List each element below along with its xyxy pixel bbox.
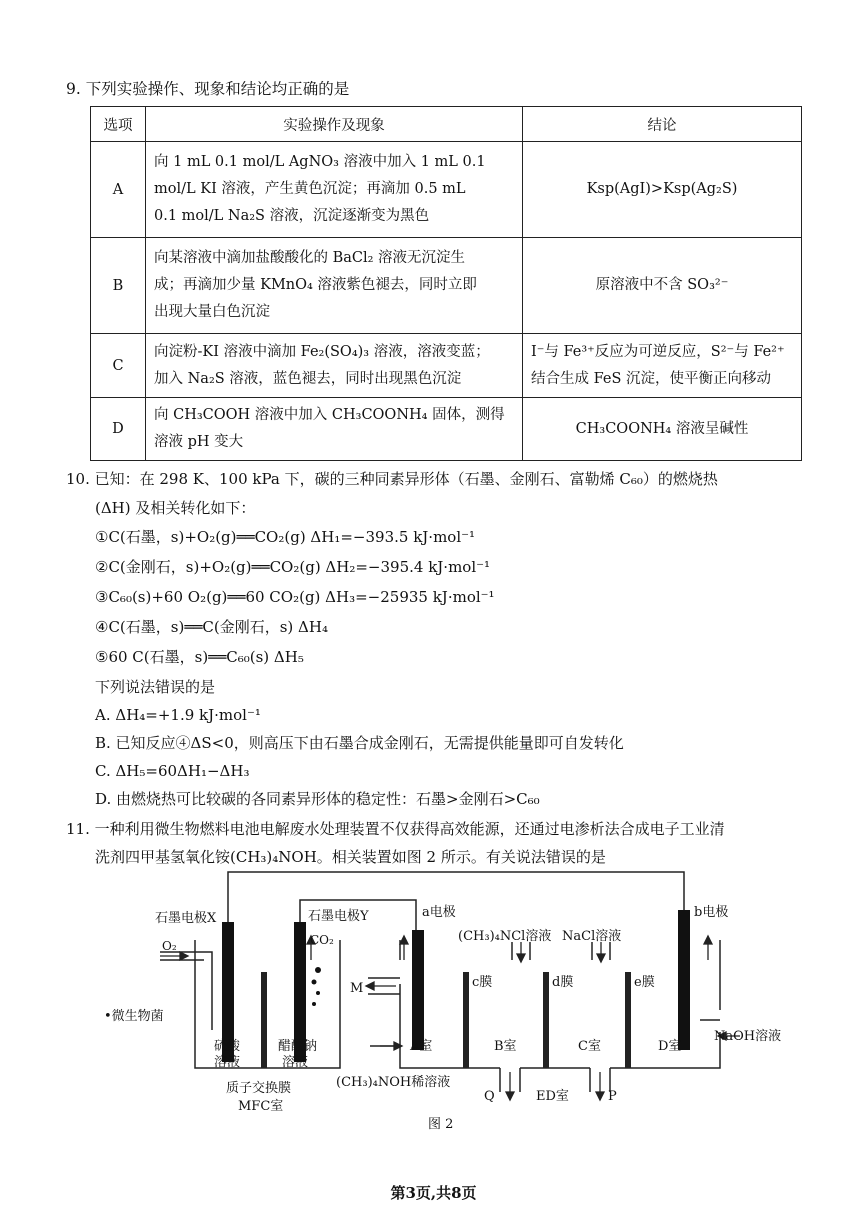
label-o2: O₂: [162, 939, 177, 953]
header-operation: 实验操作及现象: [146, 107, 523, 142]
label-c-membrane: c膜: [472, 975, 493, 990]
row-operation: [146, 398, 523, 461]
operation-line: 向 CH₃COOH 溶液中加入 CH₃COONH₄ 固体，测得: [154, 407, 505, 423]
q10-equation-4: ④C(石墨，s)══C(金刚石，s) ΔH₄: [95, 618, 328, 636]
row-option: D: [91, 398, 146, 461]
co2-bubbles: [312, 967, 322, 1006]
operation-line: 出现大量白色沉淀: [154, 304, 270, 320]
label-electrode-y: 石墨电极Y: [308, 909, 369, 924]
q10-stem-2: (ΔH) 及相关转化如下：: [95, 499, 256, 517]
label-pem-2: MFC室: [238, 1099, 284, 1114]
label-acid-2: 溶液: [214, 1055, 241, 1070]
q11-stem-2: 洗剂四甲基氢氧化铵(CH₃)₄NOH。相关装置如图 2 所示。有关说法错误的是: [95, 848, 606, 866]
operation-line: 加入 Na₂S 溶液，蓝色褪去，同时出现黑色沉淀: [154, 370, 462, 387]
label-pem-1: 质子交换膜: [226, 1081, 292, 1096]
label-electrode-b: b电极: [694, 905, 729, 920]
row-conclusion: [523, 238, 802, 334]
q10-equation-3: ③C₆₀(s)+60 O₂(g)══60 CO₂(g) ΔH₃=−25935 kJ·mol⁻¹: [95, 588, 495, 606]
conclusion-line: CH₃COONH₄ 溶液呈碱性: [575, 420, 749, 437]
operation-line: 向某溶液中滴加盐酸酸化的 BaCl₂ 溶液无沉淀生: [154, 250, 466, 266]
label-naoh: NaOH溶液: [714, 1029, 782, 1044]
operation-line: mol/L KI 溶液，产生黄色沉淀；再滴加 0.5 mL: [154, 181, 466, 197]
conclusion-line: 结合生成 FeS 沉淀，使平衡正向移动: [531, 370, 771, 387]
label-room-c: C室: [578, 1039, 601, 1054]
conclusion-line: I⁻与 Fe³⁺反应为可逆反应，S²⁻与 Fe²⁺: [531, 343, 785, 360]
label-tmaoh: (CH₃)₄NOH稀溶液: [336, 1075, 451, 1090]
page-footer: 第3页,共8页: [390, 1184, 477, 1202]
label-m: M: [350, 981, 364, 996]
label-nacl: NaCl溶液: [562, 929, 622, 944]
q11-stem-1: 11. 一种利用微生物燃料电池电解废水处理装置不仅获得高效能源，还通过电渗析法合成电子工业清: [66, 820, 725, 838]
header-option: 选项: [91, 107, 146, 142]
q9-table: [90, 106, 802, 461]
label-room-b: B室: [494, 1039, 517, 1054]
electrode-b: [678, 910, 690, 1050]
label-d-membrane: d膜: [552, 975, 574, 990]
label-acetate-2: 溶液: [282, 1055, 309, 1070]
operation-line: 向 1 mL 0.1 mol/L AgNO₃ 溶液中加入 1 mL 0.1: [154, 154, 486, 170]
external-wire: [228, 872, 684, 922]
table-row: [91, 142, 802, 238]
conclusion-line: Ksp(AgI)>Ksp(Ag₂S): [586, 181, 738, 197]
q10-option-d: D. 由燃烧热可比较碳的各同素异形体的稳定性：石墨>金刚石>C₆₀: [95, 790, 540, 808]
q10-option-b: B. 已知反应④ΔS<0，则高压下由石墨合成金刚石，无需提供能量即可自发转化: [95, 734, 624, 752]
q10-option-c: C. ΔH₅=60ΔH₁−ΔH₃: [95, 762, 250, 780]
row-conclusion: [523, 142, 802, 238]
label-acetate-1: 醋酸钠: [278, 1039, 318, 1054]
row-operation: [146, 142, 523, 238]
electrolysis-figure: [0, 860, 867, 1140]
label-co2: CO₂: [310, 933, 334, 947]
operation-line: 成；再滴加少量 KMnO₄ 溶液紫色褪去，同时立即: [154, 277, 477, 293]
q10-equation-2: ②C(金刚石，s)+O₂(g)══CO₂(g) ΔH₂=−395.4 kJ·mol⁻¹: [95, 558, 491, 576]
q10-option-a: A. ΔH₄=+1.9 kJ·mol⁻¹: [95, 706, 261, 724]
q10-stem-1: 10. 已知：在 298 K、100 kPa 下，碳的三种同素异形体（石墨、金刚石、富勒烯 C₆₀）的燃烧热: [66, 470, 718, 488]
q10-ask: 下列说法错误的是: [95, 678, 216, 696]
operation-line: 0.1 mol/L Na₂S 溶液，沉淀逐渐变为黑色: [154, 208, 430, 224]
row-conclusion: [523, 398, 802, 461]
q10-equation-1: ①C(石墨，s)+O₂(g)══CO₂(g) ΔH₁=−393.5 kJ·mol⁻¹: [95, 528, 476, 546]
label-electrode-a: a电极: [422, 905, 456, 920]
label-acid-1: 硫酸: [214, 1039, 241, 1054]
label-p: P: [608, 1089, 617, 1104]
row-conclusion: [523, 334, 802, 398]
electrode-a: [412, 930, 424, 1050]
operation-line: 溶液 pH 变大: [154, 434, 244, 450]
row-option: C: [91, 334, 146, 398]
label-ed: ED室: [536, 1089, 569, 1104]
table-row: [91, 398, 802, 461]
table-row: [91, 238, 802, 334]
label-room-a: A室: [410, 1039, 433, 1054]
figure-caption: 图 2: [428, 1117, 454, 1132]
label-room-d: D室: [658, 1039, 682, 1054]
table-row: [91, 334, 802, 398]
header-conclusion: 结论: [523, 107, 802, 142]
label-e-membrane: e膜: [634, 975, 655, 990]
row-option: B: [91, 238, 146, 334]
label-tmac: (CH₃)₄NCl溶液: [458, 929, 552, 944]
label-electrode-x: 石墨电极X: [155, 911, 217, 926]
row-operation: [146, 334, 523, 398]
label-q: Q: [484, 1089, 495, 1104]
row-option: A: [91, 142, 146, 238]
table-header-row: [91, 107, 802, 142]
q10-equation-5: ⑤60 C(石墨，s)══C₆₀(s) ΔH₅: [95, 648, 304, 666]
label-microbe: •微生物菌: [104, 1009, 164, 1024]
conclusion-line: 原溶液中不含 SO₃²⁻: [595, 277, 729, 293]
q9-stem: 9. 下列实验操作、现象和结论均正确的是: [66, 80, 350, 98]
row-operation: [146, 238, 523, 334]
operation-line: 向淀粉-KI 溶液中滴加 Fe₂(SO₄)₃ 溶液，溶液变蓝；: [154, 343, 490, 360]
